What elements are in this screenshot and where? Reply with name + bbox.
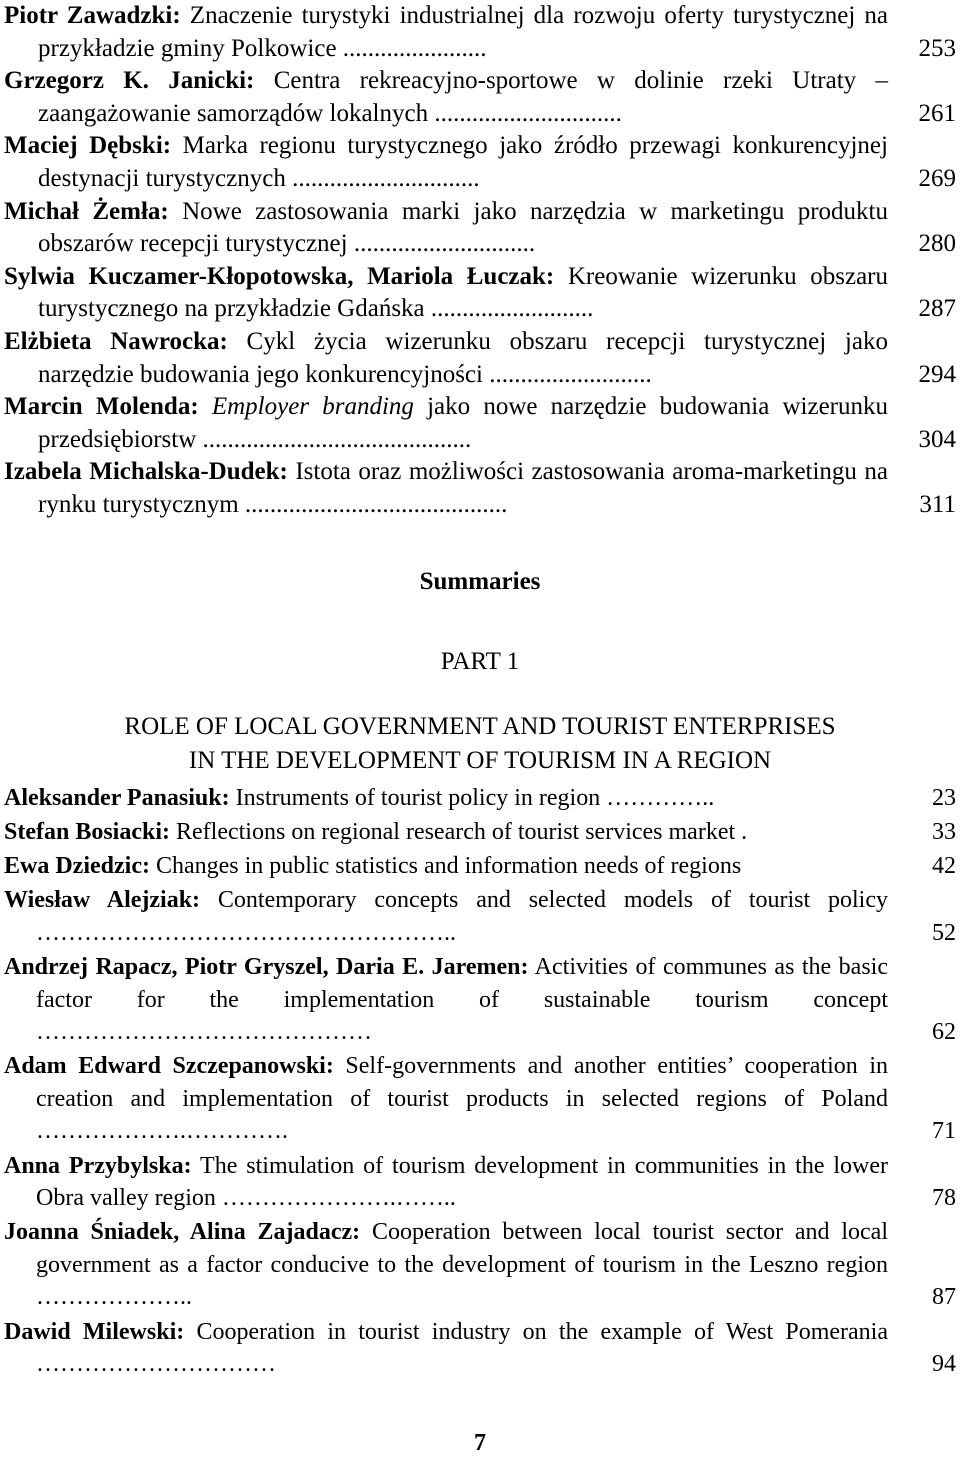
toc-entry-author: Izabela Michalska-Dudek: xyxy=(4,458,288,486)
toc-entry-page-number: 253 xyxy=(918,34,956,62)
toc-entry-text xyxy=(4,1150,888,1215)
toc-entry-page-number: 269 xyxy=(918,164,956,192)
toc-entry-title: Marka regionu turystycznego jako źródło przewagi konkurencyjnej destynacji turystycznych .............................. xyxy=(38,132,888,192)
toc-entry-author: Andrzej Rapacz, Piotr Gryszel, Daria E. Jaremen: xyxy=(4,953,529,980)
toc-entry-page-number: 52 xyxy=(932,919,956,946)
toc-entry-title: Istota oraz możliwości zastosowania aroma-marketingu na rynku turystycznym .......................................... xyxy=(38,458,888,518)
toc-entry-page-number: 94 xyxy=(932,1351,956,1378)
toc-entry-title: Centra rekreacyjno-sportowe w dolinie rzeki Utraty – zaangażowanie samorządów lokalnych .............................. xyxy=(38,67,888,127)
part-title xyxy=(0,710,960,778)
toc-entry-title: Contemporary concepts and selected models of tourist policy …………………………………………….. xyxy=(36,887,888,946)
toc-entry xyxy=(4,1050,956,1148)
summaries-heading: Summaries xyxy=(419,568,541,595)
toc-entry-author: Dawid Milewski: xyxy=(4,1318,185,1345)
toc-entry xyxy=(4,130,956,195)
toc-entry xyxy=(4,850,956,883)
toc-entry-author: Adam Edward Szczepanowski: xyxy=(4,1053,334,1080)
toc-entry-page-number: 311 xyxy=(919,490,956,518)
toc-entry-text xyxy=(4,951,888,1049)
toc-entry-text xyxy=(4,391,888,456)
toc-entry-text xyxy=(4,782,888,815)
toc-entry-title: Self-governments and another entities’ cooperation in creation and implementation of tourist products in selected regions of Poland ……………….…………. xyxy=(36,1053,888,1145)
toc-entry xyxy=(4,1216,956,1314)
toc-entry-author: Joanna Śniadek, Alina Zajadacz: xyxy=(4,1219,361,1246)
toc-entry-title: Znaczenie turystyki industrialnej dla rozwoju oferty turystycznej na przykładzie gminy Polkowice ....................... xyxy=(38,2,889,62)
toc-entry-page-number: 280 xyxy=(918,230,956,258)
toc-entry-text xyxy=(4,816,888,849)
toc-entry xyxy=(4,1150,956,1215)
toc-entry xyxy=(4,391,956,456)
toc-entry xyxy=(4,1316,956,1381)
toc-entry-text xyxy=(4,850,888,883)
toc-entry-author: Grzegorz K. Janicki: xyxy=(4,67,255,95)
toc-entry xyxy=(4,326,956,391)
page-number-footer: 7 xyxy=(474,1430,486,1456)
toc-entry xyxy=(4,951,956,1049)
toc-entry-title: Changes in public statistics and information needs of regions xyxy=(149,853,742,880)
toc-entry-author: Wiesław Alejziak: xyxy=(4,887,201,914)
toc-entry-text xyxy=(4,261,888,326)
toc-entry-text xyxy=(4,326,888,391)
toc-entry-title: The stimulation of tourism development in communities in the lower Obra valley region ………………….…….. xyxy=(36,1152,889,1212)
toc-entry-author: Michał Żemła: xyxy=(4,197,169,225)
toc-entry-page-number: 78 xyxy=(932,1185,956,1212)
toc-entry-text xyxy=(4,1316,888,1381)
toc-entry-author: Stefan Bosiacki: xyxy=(4,819,171,846)
toc-polish-section xyxy=(4,0,956,522)
toc-entry-page-number: 304 xyxy=(918,425,956,453)
part-title-line-2: IN THE DEVELOPMENT OF TOURISM IN A REGION xyxy=(188,747,772,774)
toc-entry-author: Sylwia Kuczamer-Kłopotowska, Mariola Łuczak: xyxy=(4,262,555,290)
toc-entry-title: Cykl życia wizerunku obszaru recepcji turystycznej jako narzędzie budowania jego konkurencyjności .......................... xyxy=(38,327,888,388)
toc-entry xyxy=(4,782,956,815)
toc-entry-author: Piotr Zawadzki: xyxy=(4,2,181,29)
toc-entry-text xyxy=(4,456,888,521)
toc-entry-text xyxy=(4,130,888,195)
toc-entry-text xyxy=(4,65,888,130)
toc-entry-page-number: 62 xyxy=(932,1019,956,1046)
toc-entry-text xyxy=(4,1050,888,1148)
toc-entry xyxy=(4,0,956,65)
toc-entry-author: Ewa Dziedzic: xyxy=(4,853,150,880)
toc-entry xyxy=(4,884,956,949)
toc-entry xyxy=(4,65,956,130)
toc-entry-title: Nowe zastosowania marki jako narzędzia w marketingu produktu obszarów recepcji turystycznej ............................. xyxy=(38,197,889,258)
toc-entry-page-number: 294 xyxy=(918,360,956,388)
toc-entry-page-number: 87 xyxy=(932,1284,956,1311)
toc-entry-author: Marcin Molenda: xyxy=(4,393,199,421)
toc-entry-title: Activities of communes as the basic factor for the implementation of sustainable tourism concept …………………………………… xyxy=(36,953,888,1046)
toc-entry xyxy=(4,196,956,261)
toc-entry-page-number: 71 xyxy=(932,1118,956,1145)
toc-entry-text xyxy=(4,196,888,261)
toc-entry-page-number: 287 xyxy=(918,295,956,323)
toc-entry xyxy=(4,816,956,849)
toc-entry-author: Anna Przybylska: xyxy=(4,1152,192,1179)
toc-entry-title: Reflections on regional research of tourist services market . xyxy=(170,819,748,846)
toc-entry-page-number: 23 xyxy=(932,785,956,811)
toc-entry-page-number: 42 xyxy=(932,853,956,880)
toc-entry-page-number: 261 xyxy=(918,99,956,127)
part-title-line-1: ROLE OF LOCAL GOVERNMENT AND TOURIST ENTERPRISES xyxy=(124,713,836,740)
toc-entry-author: Elżbieta Nawrocka: xyxy=(4,327,228,355)
toc-entry-page-number: 33 xyxy=(932,819,956,846)
toc-entry-text xyxy=(4,884,888,949)
toc-entry-title: Cooperation between local tourist sector and local government as a factor conducive to the development of tourism in the Leszno region ……………….. xyxy=(36,1219,888,1311)
part-heading: PART 1 xyxy=(440,648,520,675)
toc-entry xyxy=(4,261,956,326)
toc-entry-title: Kreowanie wizerunku obszaru turystycznego na przykładzie Gdańska .......................... xyxy=(38,262,889,323)
toc-entry-title-italic: Employer branding xyxy=(198,393,414,421)
toc-english-section xyxy=(4,782,956,1381)
toc-entry-author: Maciej Dębski: xyxy=(4,132,172,160)
toc-entry-title: Cooperation in tourist industry on the example of West Pomerania ………………………… xyxy=(36,1318,889,1378)
toc-entry-title: Instruments of tourist policy in region ………….. xyxy=(229,785,715,811)
toc-entry-text xyxy=(4,0,888,65)
toc-entry-author: Aleksander Panasiuk: xyxy=(4,785,230,811)
toc-entry xyxy=(4,456,956,521)
toc-entry-title: jako nowe narzędzie budowania wizerunku przedsiębiorstw ........................................... xyxy=(38,393,888,453)
toc-entry-text xyxy=(4,1216,888,1314)
